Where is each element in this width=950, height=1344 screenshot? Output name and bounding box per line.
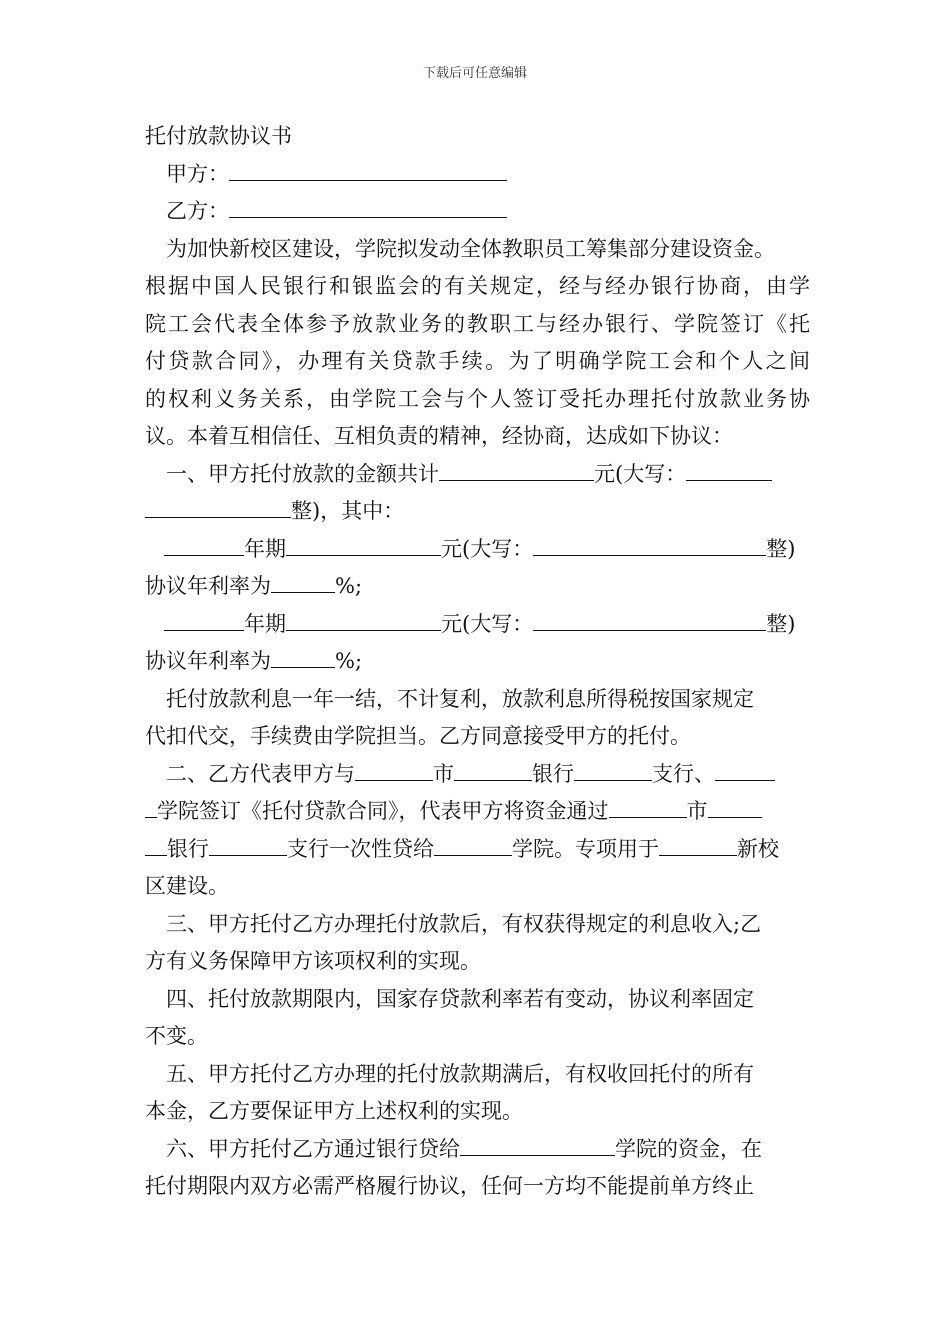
term-text: 整) <box>766 611 796 636</box>
party-a-blank[interactable] <box>229 158 507 181</box>
document-body <box>145 118 810 1206</box>
term-text: 元(大写： <box>441 536 534 561</box>
rate-line <box>145 643 810 681</box>
term-words-blank[interactable] <box>533 533 766 556</box>
term-text: 整) <box>766 536 796 561</box>
years-blank[interactable] <box>164 533 244 556</box>
clause-5-line: 五、甲方托付乙方办理的托付放款期满后，有权收回托付的所有 <box>166 1061 754 1086</box>
party-b-label: 乙方： <box>166 199 229 223</box>
branch-blank[interactable] <box>209 833 287 856</box>
clause-2-text: 新校 <box>737 836 779 861</box>
clause-6-text: 六、甲方托付乙方通过银行贷给 <box>166 1136 460 1161</box>
college-blank[interactable] <box>434 833 512 856</box>
bank-blank[interactable] <box>708 795 762 818</box>
clause-6-text: 学院的资金，在 <box>615 1136 762 1161</box>
paragraph-line: 为加快新校区建设，学院拟发动全体教职员工筹集部分建设资金。 <box>166 236 775 261</box>
college-blank[interactable] <box>145 795 157 818</box>
amount-blank[interactable] <box>439 458 594 481</box>
rate-text: %; <box>335 649 363 673</box>
paragraph-line: 的权利义务关系，由学院工会与个人签订受托办理托付放款业务协 <box>145 386 810 411</box>
term-text: 元(大写： <box>441 611 534 636</box>
term-text: 年期 <box>244 536 286 561</box>
clause-2-text: 市 <box>433 761 454 786</box>
term-text: 年期 <box>244 611 286 636</box>
project-blank[interactable] <box>659 833 737 856</box>
amount-words-blank[interactable] <box>145 495 291 518</box>
paragraph-line: 议。本着互相信任、互相负责的精神，经协商，达成如下协议： <box>145 424 733 448</box>
term-amount-blank[interactable] <box>286 533 441 556</box>
paragraph-line: 根据中国人民银行和银监会的有关规定，经与经办银行协商，由学 <box>145 274 810 298</box>
clause-2-text: 学院签订《托付贷款合同》，代表甲方将资金通过 <box>157 799 609 823</box>
clause-3-line: 三、甲方托付乙方办理托付放款后，有权获得规定的利息收入;乙 <box>166 911 762 936</box>
clause-2-line <box>145 793 810 831</box>
branch-blank[interactable] <box>574 758 652 781</box>
clause-2-text: 银行 <box>532 761 574 786</box>
rate-line <box>145 568 810 606</box>
clause-5-line: 本金，乙方要保证甲方上述权利的实现。 <box>145 1099 523 1123</box>
clause-2-text: 支行一次性贷给 <box>287 836 434 861</box>
rate-text: %; <box>335 574 363 598</box>
college-blank[interactable] <box>460 1133 615 1156</box>
term-line <box>145 606 810 644</box>
term-words-blank[interactable] <box>533 608 766 631</box>
document-title: 托付放款协议书 <box>145 124 292 148</box>
college-blank[interactable] <box>715 758 775 781</box>
page-header: 下载后可任意编辑 <box>422 66 527 81</box>
clause-4-line: 四、托付放款期限内，国家存贷款利率若有变动，协议利率固定 <box>166 986 754 1011</box>
bank-blank[interactable] <box>454 758 532 781</box>
clause-1-text: 一、甲方托付放款的金额共计 <box>166 461 439 486</box>
party-b-blank[interactable] <box>229 195 507 218</box>
clause-4-line: 不变。 <box>145 1024 208 1048</box>
clause-1-text: 整)，其中： <box>291 499 405 523</box>
clause-6-line: 托付期限内双方必需严格履行协议，任何一方均不能提前单方终止 <box>145 1174 754 1198</box>
clause-2-line: 区建设。 <box>145 874 229 898</box>
clause-1-line <box>145 493 810 531</box>
years-blank[interactable] <box>164 608 244 631</box>
clause-2-text: 二、乙方代表甲方与 <box>166 761 355 786</box>
amount-words-blank[interactable] <box>686 458 772 481</box>
term-line <box>145 531 810 569</box>
paragraph-line: 托付放款利息一年一结，不计复利，放款利息所得税按国家规定 <box>166 686 754 711</box>
rate-blank[interactable] <box>271 645 335 668</box>
clause-1-text: 元(大写： <box>594 461 687 486</box>
bank-blank[interactable] <box>145 833 167 856</box>
paragraph-line: 付贷款合同》，办理有关贷款手续。为了明确学院工会和个人之间 <box>145 349 810 373</box>
party-a-line <box>145 156 810 194</box>
clause-2-text: 银行 <box>167 836 209 861</box>
clause-2-text: 学院。专项用于 <box>512 836 659 861</box>
clause-1-line <box>145 456 810 494</box>
party-a-label: 甲方： <box>166 161 229 186</box>
city-blank[interactable] <box>609 795 687 818</box>
paragraph-line: 代扣代交，手续费由学院担当。乙方同意接受甲方的托付。 <box>145 724 691 748</box>
rate-blank[interactable] <box>271 570 335 593</box>
term-amount-blank[interactable] <box>286 608 441 631</box>
clause-2-line <box>145 831 810 869</box>
paragraph-line: 院工会代表全体参予放款业务的教职工与经办银行、学院签订《托 <box>145 311 810 336</box>
rate-text: 协议年利率为 <box>145 574 271 598</box>
clause-2-text: 市 <box>686 799 708 823</box>
city-blank[interactable] <box>355 758 433 781</box>
clause-2-line <box>145 756 810 794</box>
rate-text: 协议年利率为 <box>145 649 271 673</box>
clause-2-text: 支行、 <box>652 761 715 786</box>
clause-3-line: 方有义务保障甲方该项权利的实现。 <box>145 949 481 973</box>
clause-6-line <box>145 1131 810 1169</box>
party-b-line <box>145 193 810 231</box>
